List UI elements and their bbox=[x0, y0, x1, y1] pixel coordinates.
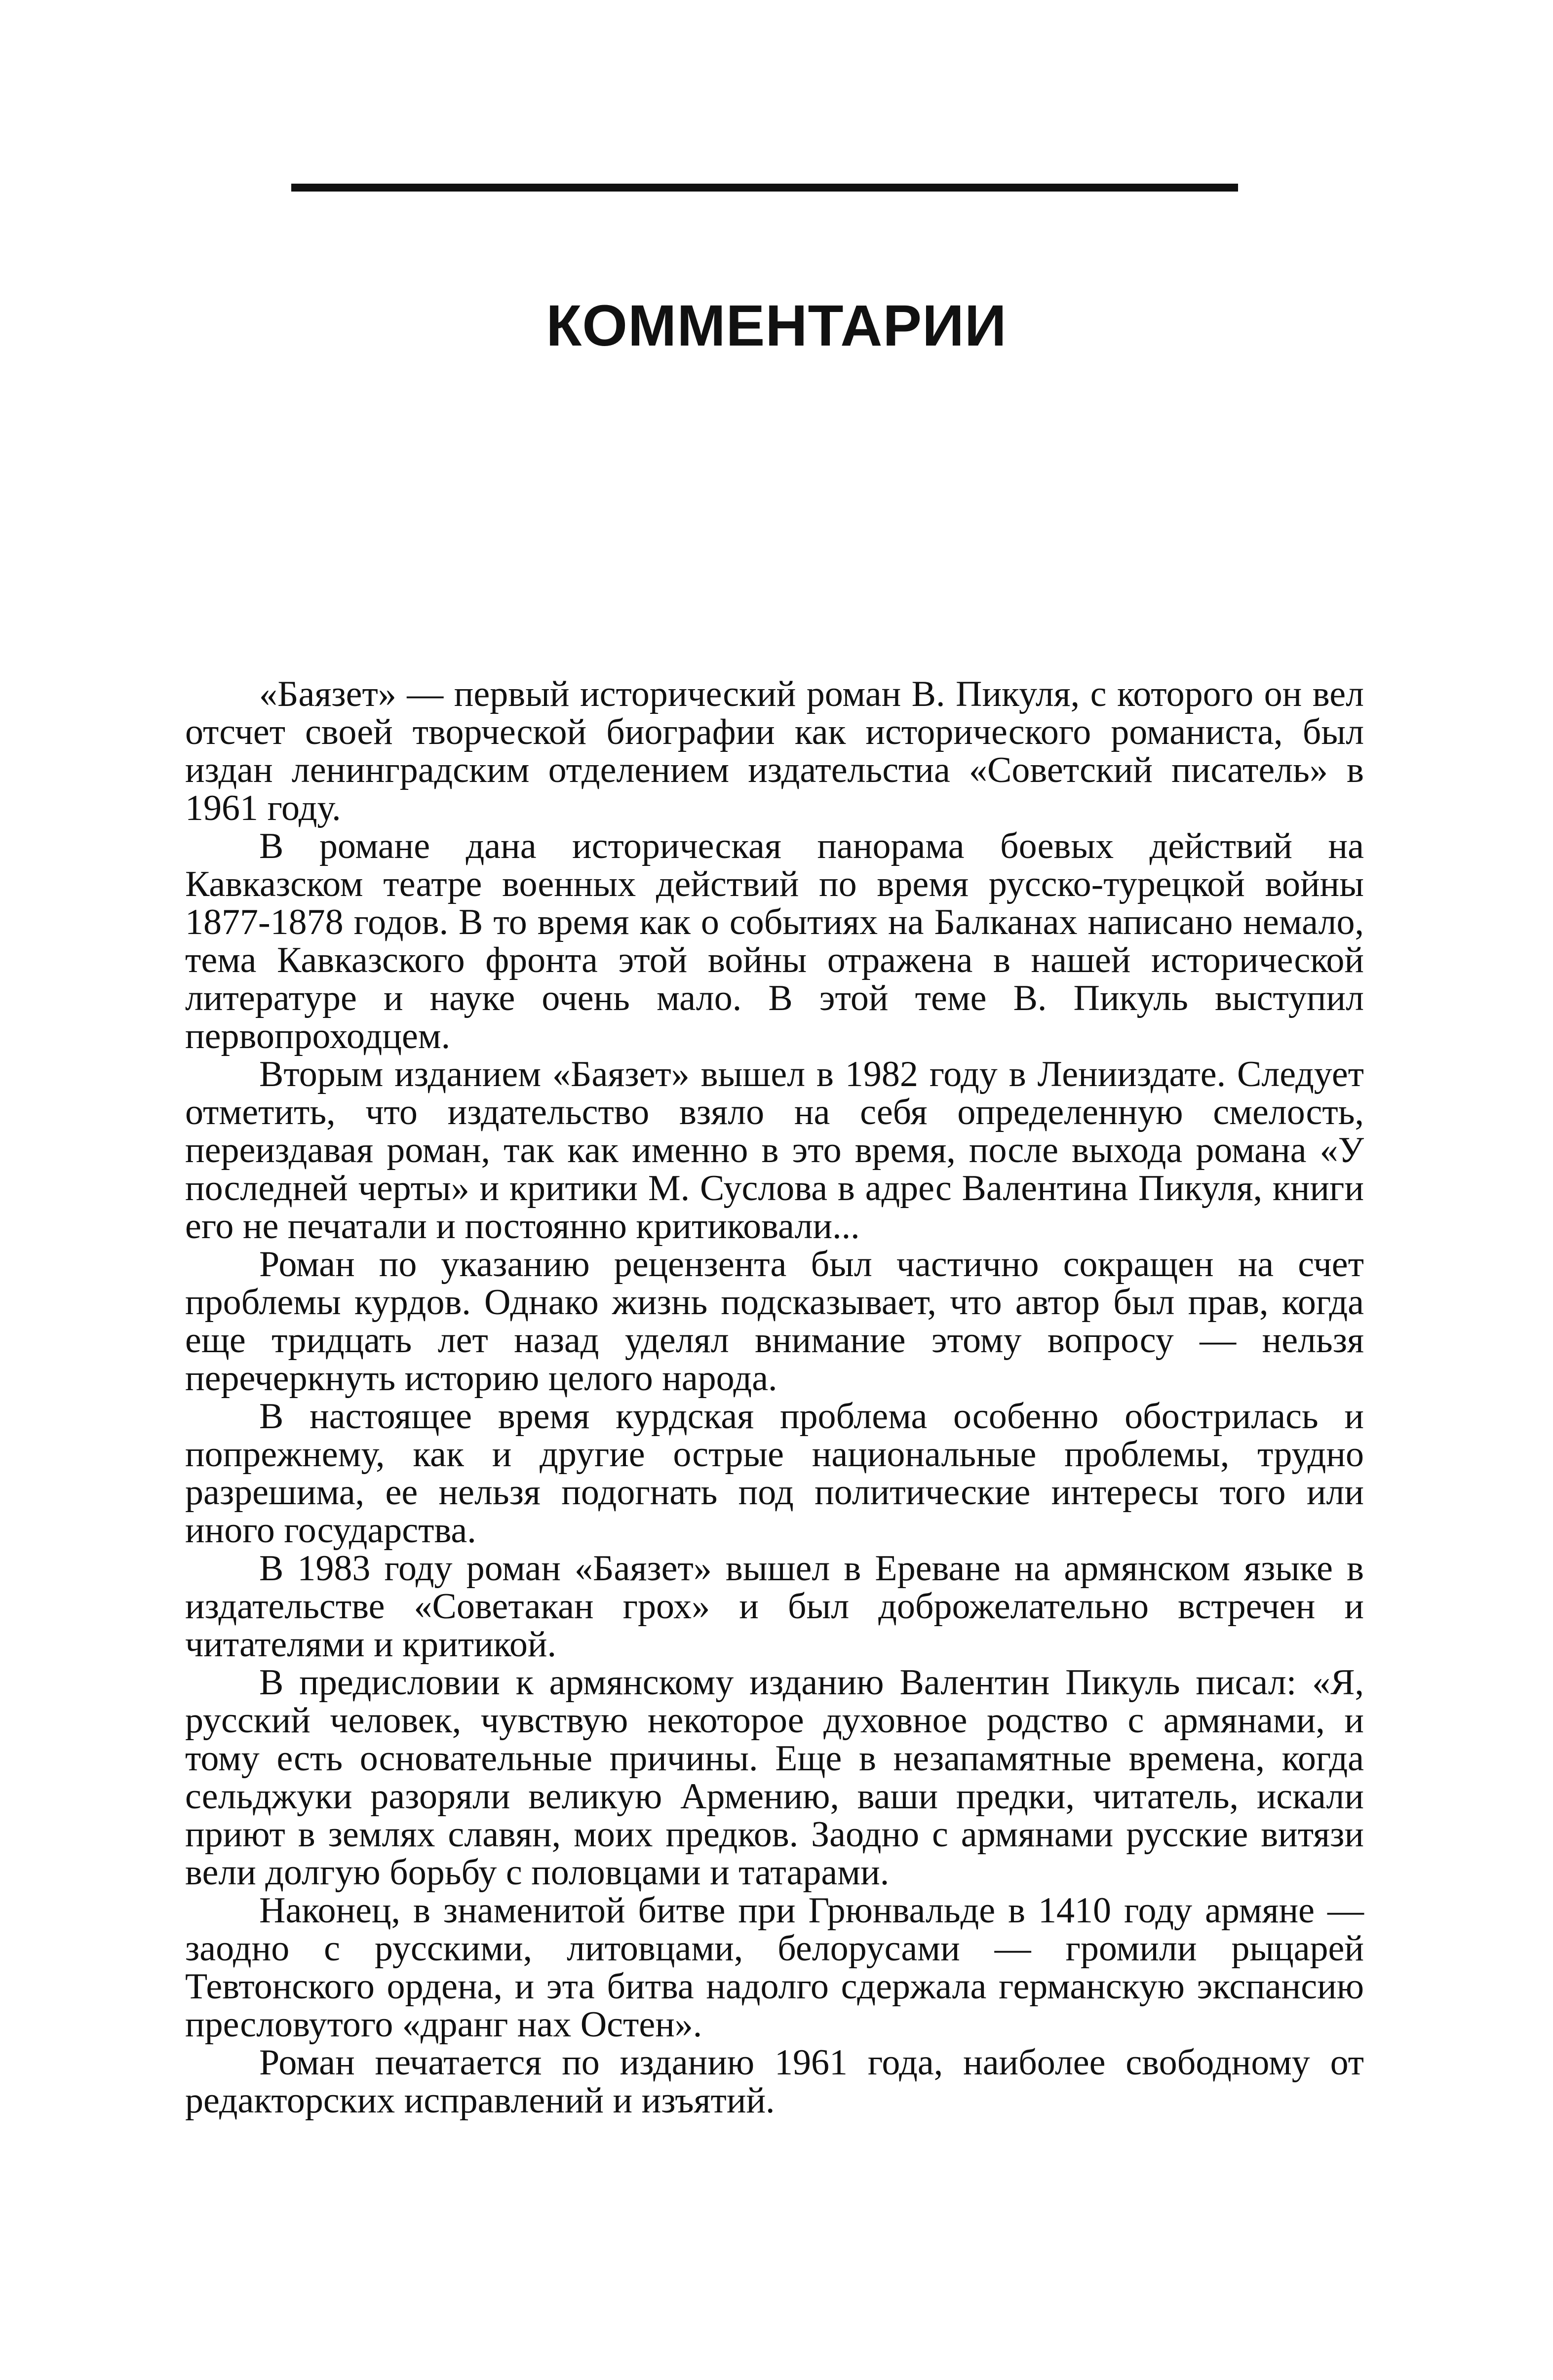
paragraph-4: Роман по указанию рецензента был частично сокращен на счет проблемы курдов. Однако жизнь подсказывает, что автор был прав, когда еще тридцать лет назад уделял внимание этому вопросу — нельзя перечеркнуть историю целого народа. bbox=[185, 1244, 1364, 1399]
paragraph-8: Наконец, в знаменитой битве при Грюнвальде в 1410 году армяне — заодно с русскими, литовцами, белорусами — громили рыцарей Тевтонского ордена, и эта битва надолго сдержала германскую экспансию пресловутого «дранг нах Остен». bbox=[185, 1890, 1364, 2045]
paragraph-7: В предисловии к армянскому изданию Валентин Пикуль писал: «Я, русский человек, чувствую некоторое духовное родство с армянами, и тому есть основательные причины. Еще в незапамятные времена, когда сельджуки разоряли великую Армению, ваши предки, читатель, искали приют в землях славян, моих предков. Заодно с армянами русские витязи вели долгую борьбу с половцами и татарами. bbox=[185, 1662, 1364, 1893]
paragraph-1: «Баязет» — первый исторический роман В. Пикуля, с которого он вел отсчет своей творческой биографии как исторического романиста, был издан ленинградским отделением издательстиа «Советский писатель» в 1961 году. bbox=[185, 674, 1364, 828]
page-title: КОММЕНТАРИИ bbox=[546, 293, 1007, 358]
paragraph-3: Вторым изданием «Баязет» вышел в 1982 году в Ленииздате. Следует отметить, что издательство взяло на себя определенную смелость, переиздавая роман, так как именно в это время, после выхода романа «У последней черты» и критики М. Суслова в адрес Валентина Пикуля, книги его не печатали и постоянно критиковали... bbox=[185, 1054, 1364, 1247]
top-rule-divider bbox=[291, 184, 1238, 192]
paragraph-2: В романе дана историческая панорама боевых действий на Кавказском театре военных действий по время русско-турецкой войны 1877-1878 годов. В то время как о событиях на Балканах написано немало, тема Кавказского фронта этой войны отражена в нашей исторической литературе и науке очень мало. В этой теме В. Пикуль выступил первопроходцем. bbox=[185, 826, 1364, 1056]
paragraph-5: В настоящее время курдская проблема особенно обострилась и попрежнему, как и другие острые национальные проблемы, трудно разрешима, ее нельзя подогнать под политические интересы того или иного государства. bbox=[185, 1396, 1364, 1551]
paragraph-9: Роман печатается по изданию 1961 года, наиболее свободному от редакторских исправлений и изъятий. bbox=[185, 2042, 1364, 2121]
paragraph-6: В 1983 году роман «Баязет» вышел в Ереване на армянском языке в издательстве «Советакан грох» и был доброжелательно встречен и читателями и критикой. bbox=[185, 1548, 1364, 1665]
commentary-text bbox=[185, 675, 1364, 2120]
